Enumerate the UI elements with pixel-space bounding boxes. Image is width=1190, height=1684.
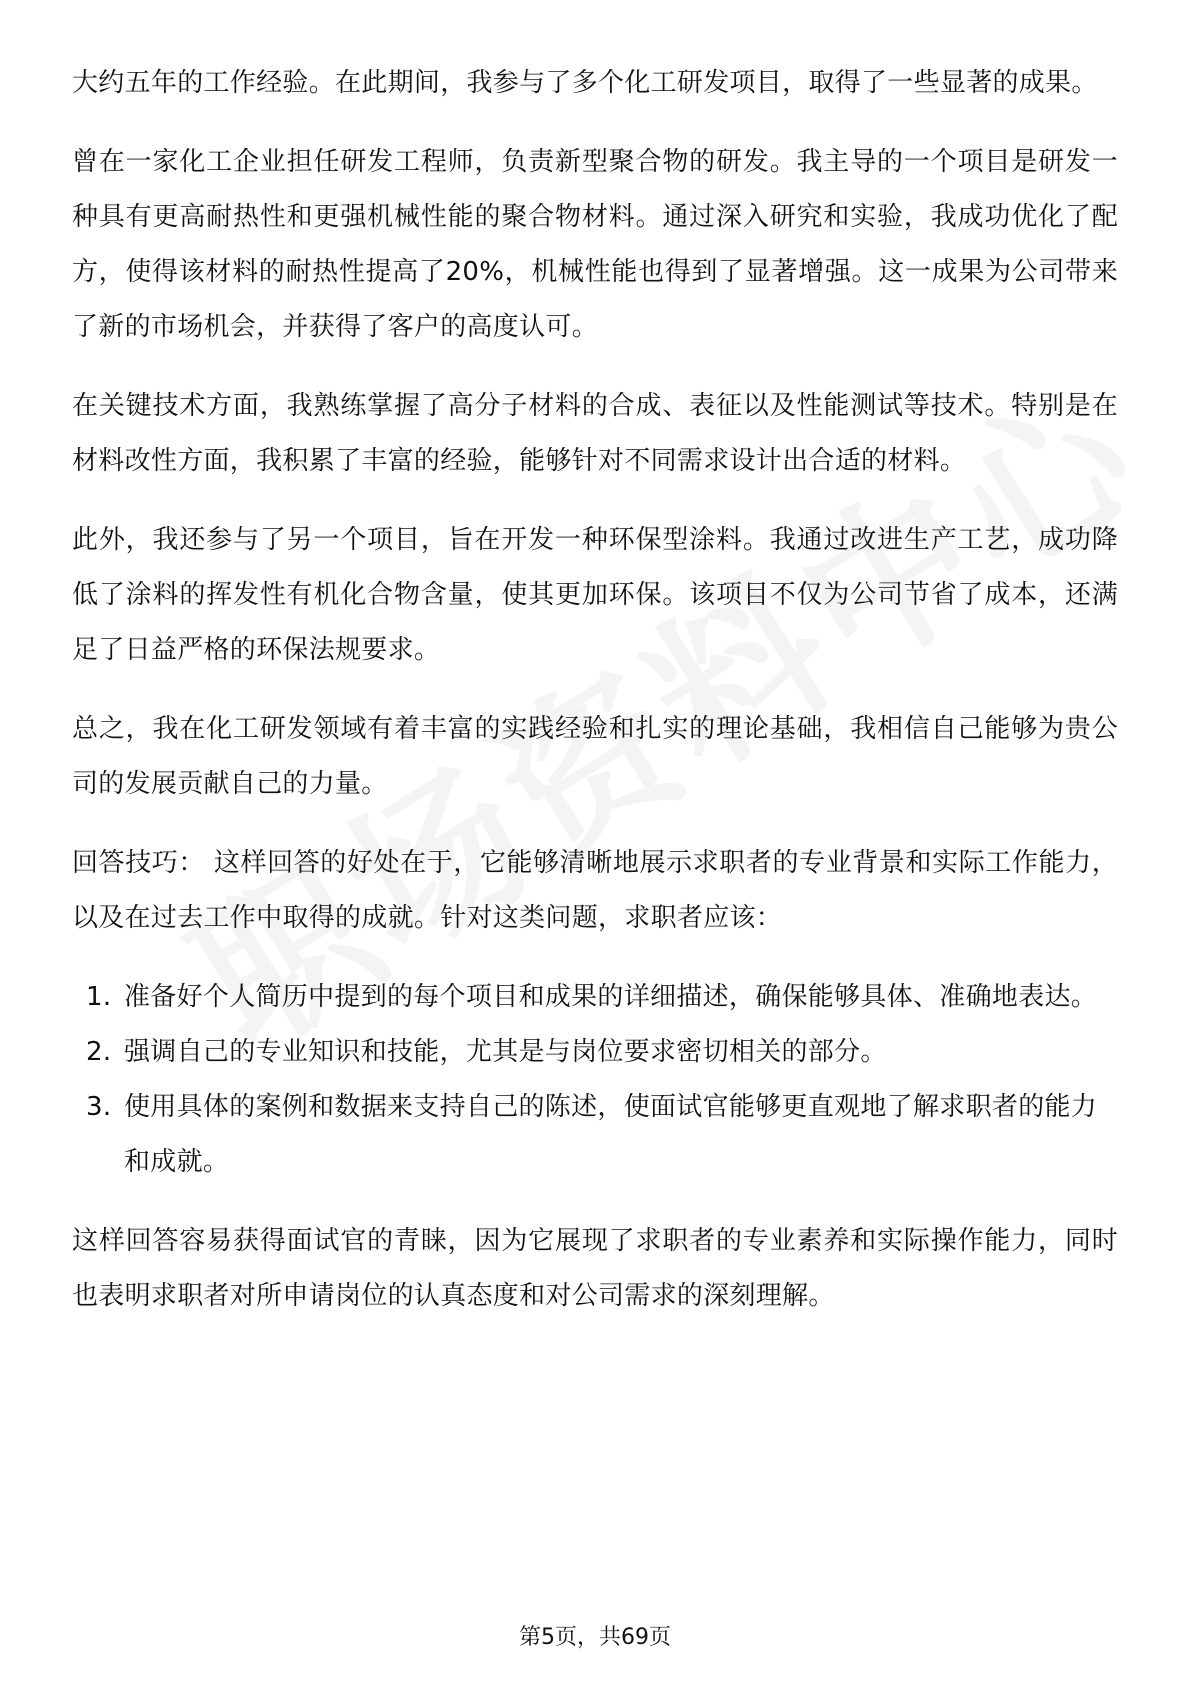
paragraph-coating-project: 此外，我还参与了另一个项目，旨在开发一种环保型涂料。我通过改进生产工艺，成功降低了涂料的挥发性有机化合物含量，使其更加环保。该项目不仅为公司节省了成本，还满足了日益严格的环保法规要求。 (72, 525, 1118, 665)
paragraph-key-technology: 在关键技术方面，我熟练掌握了高分子材料的合成、表征以及性能测试等技术。特别是在材料改性方面，我积累了丰富的经验，能够针对不同需求设计出合适的材料。 (72, 391, 1118, 476)
list-item (72, 1025, 1118, 1080)
paragraph-closing: 这样回答容易获得面试官的青睐，因为它展现了求职者的专业素养和实际操作能力，同时也表明求职者对所申请岗位的认真态度和对公司需求的深刻理解。 (72, 1226, 1118, 1311)
tips-list (72, 970, 1118, 1190)
paragraph-experience-intro: 大约五年的工作经验。在此期间，我参与了多个化工研发项目，取得了一些显著的成果。 (72, 68, 1098, 98)
list-item (72, 970, 1118, 1025)
paragraph-polymer-project: 曾在一家化工企业担任研发工程师，负责新型聚合物的研发。我主导的一个项目是研发一种具有更高耐热性和更强机械性能的聚合物材料。通过深入研究和实验，我成功优化了配方，使得该材料的耐热性提高了20%，机械性能也得到了显著增强。这一成果为公司带来了新的市场机会，并获得了客户的高度认可。 (72, 147, 1118, 342)
list-item-number: 3. (86, 1092, 112, 1122)
page-number-footer: 第5页，共69页 (519, 1625, 671, 1650)
list-item (72, 1080, 1118, 1190)
list-item-text: 准备好个人简历中提到的每个项目和成果的详细描述，确保能够具体、准确地表达。 (124, 982, 1098, 1012)
paragraph-answer-tips: 回答技巧： 这样回答的好处在于，它能够清晰地展示求职者的专业背景和实际工作能力，以及在过去工作中取得的成就。针对这类问题，求职者应该： (72, 848, 1118, 933)
paragraph-summary: 总之，我在化工研发领域有着丰富的实践经验和扎实的理论基础，我相信自己能够为贵公司的发展贡献自己的力量。 (72, 714, 1118, 799)
list-item-text: 使用具体的案例和数据来支持自己的陈述，使面试官能够更直观地了解求职者的能力和成就。 (124, 1092, 1098, 1177)
list-item-number: 2. (86, 1037, 112, 1067)
list-item-text: 强调自己的专业知识和技能，尤其是与岗位要求密切相关的部分。 (124, 1037, 887, 1067)
document-body (72, 56, 1118, 1348)
list-item-number: 1. (86, 982, 112, 1012)
